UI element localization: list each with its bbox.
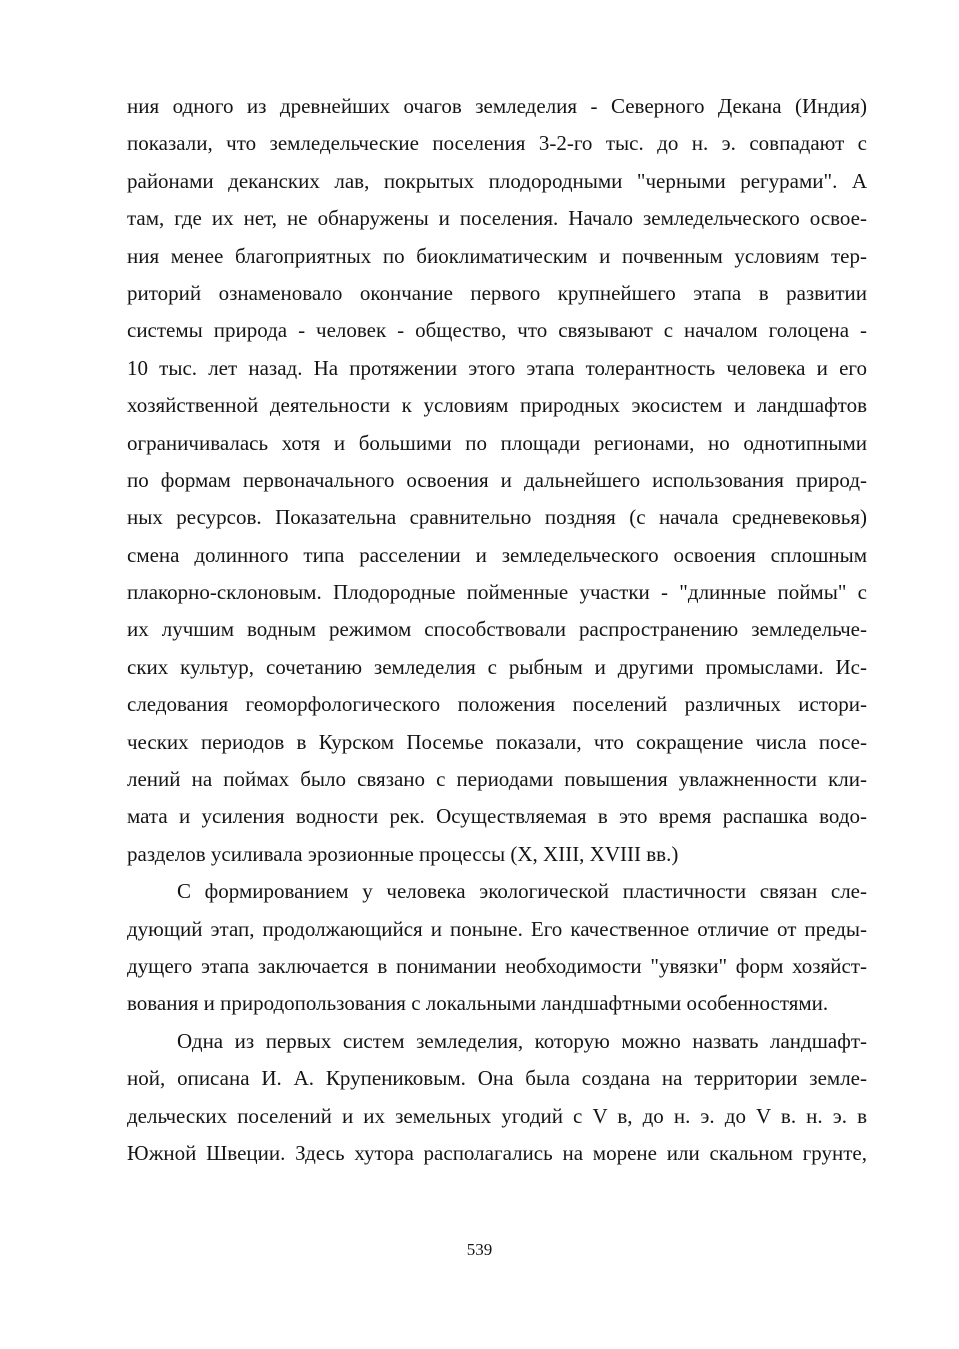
text-line: районами деканских лав, покрытых плодородными "черными регурами". А [127, 168, 867, 193]
paragraph [127, 1023, 867, 1173]
text-line: дущего этапа заключается в понимании необходимости "увязки" форм хозяйст- [127, 953, 867, 978]
text-line: разделов усиливала эрозионные процессы (X, XIII, XVIII вв.) [127, 841, 679, 866]
text-line: ных ресурсов. Показательна сравнительно поздняя (с начала средневековья) [127, 505, 867, 530]
page-number: 539 [466, 1240, 493, 1259]
text-line: показали, что земледельческие поселения 3-2-го тыс. до н. э. совпадают с [127, 131, 867, 156]
text-line: по формам первоначального освоения и дальнейшего использования природ- [127, 467, 867, 492]
text-line: там, где их нет, не обнаружены и поселения. Начало земледельческого освое- [127, 206, 867, 231]
text-line: следования геоморфологического положения поселений различных истори- [127, 692, 867, 717]
text-line: вования и природопользования с локальными ландшафтными особенностями. [127, 991, 829, 1016]
text-line: Южной Швеции. Здесь хутора располагались на морене или скальном грунте, [127, 1140, 867, 1165]
text-line: риторий ознаменовало окончание первого крупнейшего этапа в развитии [127, 280, 867, 305]
text-line: 10 тыс. лет назад. На протяжении этого этапа толерантность человека и его [127, 355, 867, 380]
text-line: ских культур, сочетанию земледелия с рыбным и другими промыслами. Ис- [127, 654, 867, 679]
paragraph [127, 873, 867, 1023]
text-line: лений на поймах было связано с периодами повышения увлажненности кли- [127, 767, 867, 792]
text-line: их лучшим водным режимом способствовали распространению земледельче- [127, 617, 867, 642]
text-line: системы природа - человек - общество, что связывают с началом голоцена - [127, 318, 867, 343]
text-line: ограничивалась хотя и большими по площади регионами, но однотипными [127, 430, 867, 455]
text-line: мата и усиления водности рек. Осуществляемая в это время распашка водо- [127, 804, 867, 829]
paragraph [127, 88, 867, 873]
text-line: Одна из первых систем земледелия, которую можно назвать ландшафт- [177, 1028, 867, 1053]
text-line: плакорно-склоновым. Плодородные пойменные участки - "длинные поймы" с [127, 580, 867, 605]
text-line: ной, описана И. А. Крупениковым. Она была создана на территории земле- [127, 1066, 867, 1091]
text-line: смена долинного типа расселении и земледельческого освоения сплошным [127, 542, 867, 567]
text-line: дельческих поселений и их земельных угодий с V в, до н. э. до V в. н. э. в [127, 1103, 867, 1128]
text-line: дующий этап, продолжающийся и поныне. Его качественное отличие от преды- [127, 916, 867, 941]
body-text [127, 88, 867, 1172]
text-line: ческих периодов в Курском Посемье показали, что сокращение числа посе- [127, 729, 867, 754]
text-line: хозяйственной деятельности к условиям природных экосистем и ландшафтов [127, 393, 867, 418]
text-line: ния менее благоприятных по биоклиматическим и почвенным условиям тер- [127, 243, 867, 268]
text-line: С формированием у человека экологической пластичности связан сле- [177, 879, 867, 904]
text-line: ния одного из древнейших очагов земледелия - Северного Декана (Индия) [127, 94, 867, 118]
